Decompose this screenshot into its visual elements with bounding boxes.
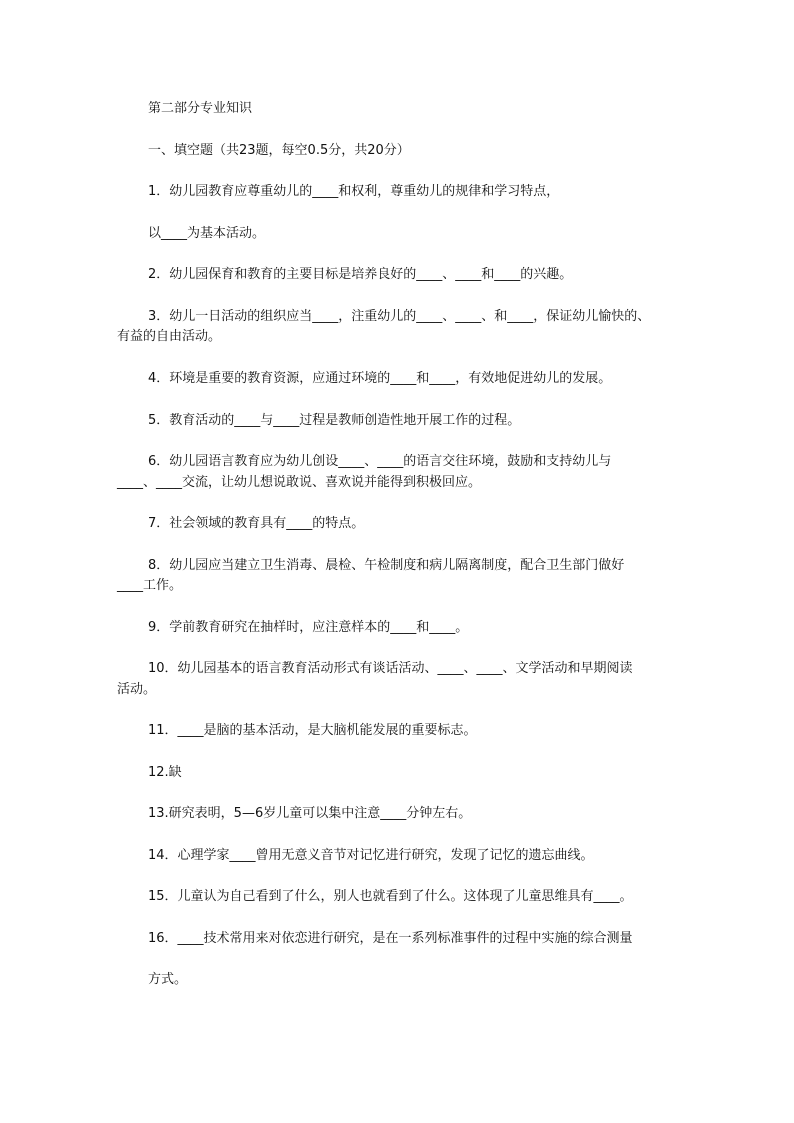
question-3-line-1: 3．幼儿一日活动的组织应当____，注重幼儿的____、____、和____，保证幼儿愉快的、: [148, 309, 651, 324]
question-16-line-1: 16．____技术常用来对依恋进行研究，是在一系列标准事件的过程中实施的综合测量: [148, 931, 633, 946]
question-3-line-2: 有益的自由活动。: [117, 329, 222, 344]
question-8-line-1: 8．幼儿园应当建立卫生消毒、晨检、午检制度和病儿隔离制度，配合卫生部门做好: [148, 558, 625, 573]
question-5: 5．教育活动的____与____过程是教师创造性地开展工作的过程。: [148, 413, 521, 428]
question-13: 13.研究表明，5—6岁儿童可以集中注意____分钟左右。: [148, 806, 472, 821]
question-8-line-2: ____工作。: [117, 578, 183, 593]
question-2: 2．幼儿园保育和教育的主要目标是培养良好的____、____和____的兴趣。: [148, 267, 573, 282]
question-9: 9．学前教育研究在抽样时，应注意样本的____和____。: [148, 620, 469, 635]
question-6-line-1: 6．幼儿园语言教育应为幼儿创设____、____的语言交往环境，鼓励和支持幼儿与: [148, 454, 612, 469]
question-11: 11．____是脑的基本活动，是大脑机能发展的重要标志。: [148, 723, 477, 738]
question-10-line-2: 活动。: [117, 682, 157, 697]
question-7: 7．社会领域的教育具有____的特点。: [148, 516, 365, 531]
question-14: 14．心理学家____曾用无意义音节对记忆进行研究，发现了记忆的遗忘曲线。: [148, 848, 594, 863]
question-6-line-2: ____、____交流，让幼儿想说敢说、喜欢说并能得到积极回应。: [117, 475, 482, 490]
question-1-line-2: 以____为基本活动。: [148, 226, 266, 241]
question-15: 15．儿童认为自己看到了什么，别人也就看到了什么。这体现了儿童思维具有____。: [148, 889, 633, 904]
question-4: 4．环境是重要的教育资源，应通过环境的____和____，有效地促进幼儿的发展。: [148, 371, 612, 386]
question-12: 12.缺: [148, 765, 182, 780]
part-title: 第二部分专业知识: [148, 101, 253, 116]
question-16-line-2: 方式。: [148, 972, 188, 987]
question-1-line-1: 1．幼儿园教育应尊重幼儿的____和权利，尊重幼儿的规律和学习特点，: [148, 184, 560, 199]
section-heading: 一、填空题（共23题，每空0.5分，共20分）: [148, 143, 410, 158]
question-10-line-1: 10．幼儿园基本的语言教育活动形式有谈话活动、____、____、文学活动和早期阅读: [148, 661, 633, 676]
